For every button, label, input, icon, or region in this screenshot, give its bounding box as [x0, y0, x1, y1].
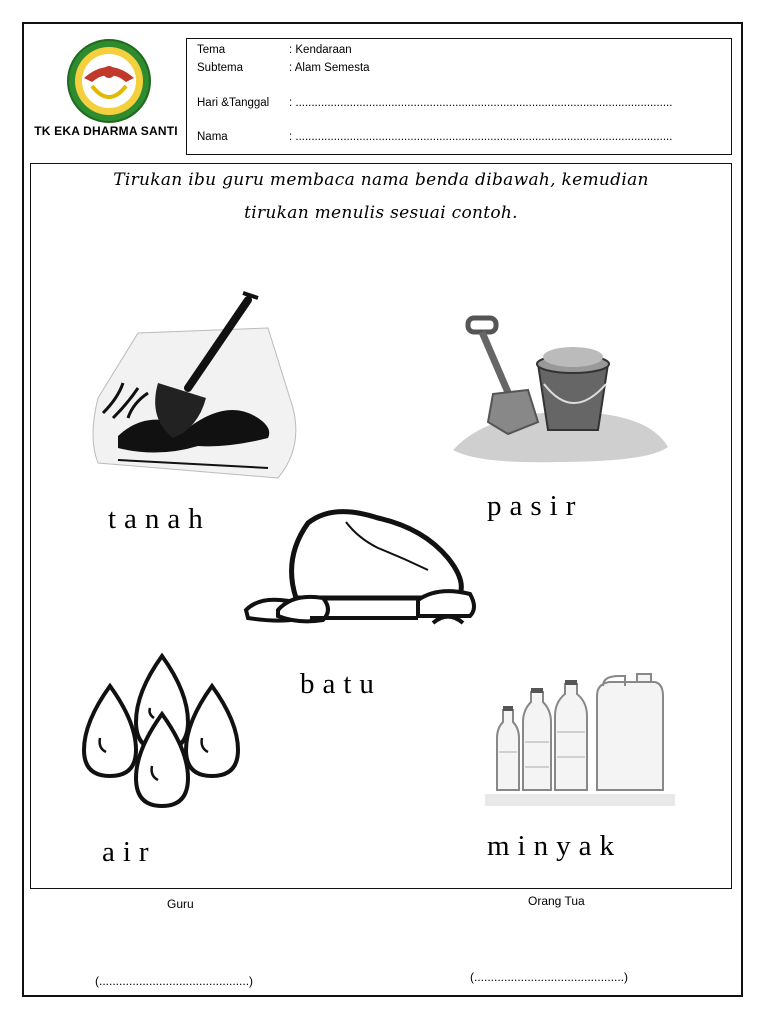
school-logo: [66, 38, 152, 124]
instruction-line-1: Tirukan ibu guru membaca nama benda dibawah, kemudian: [113, 170, 649, 190]
rock-icon: [238, 498, 480, 638]
word-tanah: tanah: [108, 503, 211, 535]
date-label: Hari &Tanggal: [197, 97, 270, 109]
name-label: Nama: [197, 131, 228, 143]
parent-signature-line[interactable]: (.............................................): [470, 970, 629, 984]
word-batu: batu: [300, 668, 382, 700]
theme-label: Tema: [197, 44, 226, 56]
subtheme-value: : Alam Semesta: [289, 62, 370, 74]
theme-value: : Kendaraan: [289, 44, 352, 56]
date-field[interactable]: : ......................................................................................................................: [289, 97, 673, 109]
teacher-signature-line[interactable]: (.............................................): [95, 974, 254, 988]
word-air: air: [102, 836, 157, 868]
instruction-line-2: tirukan menulis sesuai contoh.: [244, 203, 518, 223]
info-box: [186, 38, 732, 155]
word-minyak: minyak: [487, 830, 622, 862]
water-drops-icon: [76, 652, 248, 817]
name-field[interactable]: : ......................................................................................................................: [289, 131, 673, 143]
word-pasir: pasir: [487, 490, 584, 522]
sand-bucket-icon: [448, 312, 673, 472]
teacher-label: Guru: [167, 897, 194, 911]
shovel-in-soil-icon: [78, 288, 308, 483]
subtheme-label: Subtema: [197, 62, 244, 74]
oil-bottles-icon: [485, 672, 675, 814]
parent-label: Orang Tua: [528, 894, 585, 908]
school-name: TK EKA DHARMA SANTI: [34, 124, 178, 138]
